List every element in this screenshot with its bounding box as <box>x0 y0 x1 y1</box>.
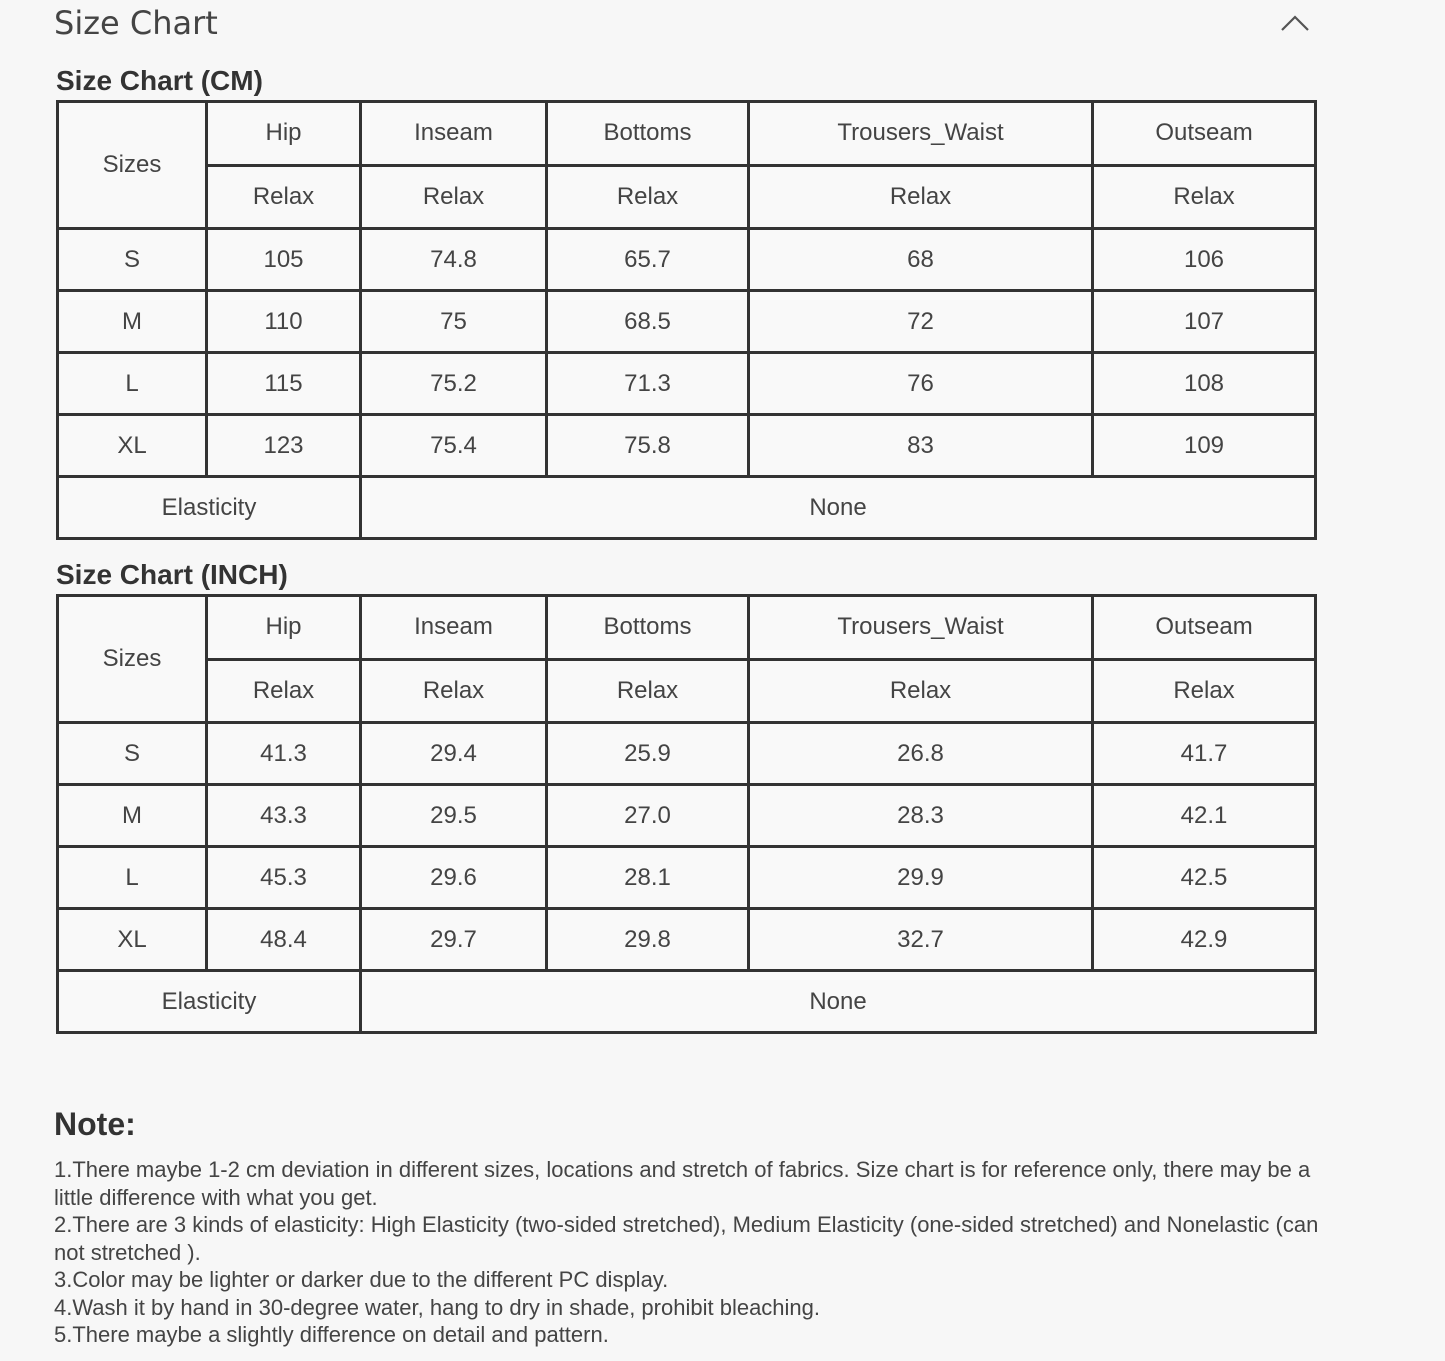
size-cell: M <box>58 785 207 847</box>
value-cell: 75.4 <box>361 415 547 477</box>
subheader-cell: Relax <box>207 165 361 229</box>
value-cell: 42.9 <box>1093 909 1316 971</box>
column-header: Outseam <box>1093 596 1316 660</box>
value-cell: 83 <box>749 415 1093 477</box>
note-item: 2.There are 3 kinds of elasticity: High Elasticity (two-sided stretched), Medium Elasticity (one-sided stretched) and Nonelastic (can not stretched ). <box>54 1212 1319 1265</box>
value-cell: 115 <box>207 353 361 415</box>
note-item: 5.There maybe a slightly difference on detail and pattern. <box>54 1322 609 1347</box>
note-item: 3.Color may be lighter or darker due to the different PC display. <box>54 1267 669 1292</box>
size-chart-header[interactable] <box>54 0 1312 48</box>
table-row <box>58 909 1316 971</box>
subheader-cell: Relax <box>361 659 547 723</box>
elasticity-value: None <box>361 477 1316 539</box>
inch-chart-title: Size Chart (INCH) <box>56 559 288 590</box>
value-cell: 68.5 <box>547 291 749 353</box>
value-cell: 41.3 <box>207 723 361 785</box>
subheader-cell: Relax <box>361 165 547 229</box>
size-cell: L <box>58 353 207 415</box>
value-cell: 29.9 <box>749 847 1093 909</box>
value-cell: 28.1 <box>547 847 749 909</box>
column-header: Bottoms <box>547 596 749 660</box>
value-cell: 105 <box>207 229 361 291</box>
chevron-up-icon <box>1278 8 1312 38</box>
notes-section <box>54 1104 1324 1349</box>
elasticity-label: Elasticity <box>58 971 361 1033</box>
collapse-toggle-button[interactable] <box>1278 8 1312 38</box>
column-header: Outseam <box>1093 102 1316 166</box>
table-header-row <box>58 596 1316 660</box>
value-cell: 42.1 <box>1093 785 1316 847</box>
value-cell: 74.8 <box>361 229 547 291</box>
value-cell: 65.7 <box>547 229 749 291</box>
size-cell: XL <box>58 909 207 971</box>
column-header: Hip <box>207 102 361 166</box>
subheader-cell: Relax <box>547 659 749 723</box>
size-cell: S <box>58 723 207 785</box>
table-subheader-row <box>58 165 1316 229</box>
value-cell: 71.3 <box>547 353 749 415</box>
column-header: Hip <box>207 596 361 660</box>
value-cell: 123 <box>207 415 361 477</box>
value-cell: 108 <box>1093 353 1316 415</box>
value-cell: 109 <box>1093 415 1316 477</box>
value-cell: 75.8 <box>547 415 749 477</box>
size-cell: XL <box>58 415 207 477</box>
value-cell: 29.7 <box>361 909 547 971</box>
elasticity-row <box>58 971 1316 1033</box>
column-header: Inseam <box>361 596 547 660</box>
value-cell: 48.4 <box>207 909 361 971</box>
sizes-header: Sizes <box>58 596 207 723</box>
value-cell: 29.4 <box>361 723 547 785</box>
sizes-header: Sizes <box>58 102 207 229</box>
subheader-cell: Relax <box>749 165 1093 229</box>
column-header: Inseam <box>361 102 547 166</box>
value-cell: 107 <box>1093 291 1316 353</box>
size-cell: S <box>58 229 207 291</box>
value-cell: 25.9 <box>547 723 749 785</box>
value-cell: 106 <box>1093 229 1316 291</box>
subheader-cell: Relax <box>749 659 1093 723</box>
size-chart-cm-table <box>56 100 1317 540</box>
note-item: 1.There maybe 1-2 cm deviation in different sizes, locations and stretch of fabrics. Size chart is for reference only, there may be a little difference with what you get. <box>54 1157 1311 1210</box>
section-title: Size Chart <box>54 4 218 42</box>
table-row <box>58 723 1316 785</box>
value-cell: 42.5 <box>1093 847 1316 909</box>
table-header-row <box>58 102 1316 166</box>
subheader-cell: Relax <box>1093 165 1316 229</box>
value-cell: 110 <box>207 291 361 353</box>
table-row <box>58 415 1316 477</box>
subheader-cell: Relax <box>547 165 749 229</box>
value-cell: 28.3 <box>749 785 1093 847</box>
value-cell: 68 <box>749 229 1093 291</box>
value-cell: 76 <box>749 353 1093 415</box>
value-cell: 29.6 <box>361 847 547 909</box>
elasticity-label: Elasticity <box>58 477 361 539</box>
value-cell: 29.8 <box>547 909 749 971</box>
size-cell: M <box>58 291 207 353</box>
value-cell: 29.5 <box>361 785 547 847</box>
table-row <box>58 229 1316 291</box>
table-row <box>58 785 1316 847</box>
cm-chart-title: Size Chart (CM) <box>56 65 263 96</box>
elasticity-value: None <box>361 971 1316 1033</box>
table-row <box>58 847 1316 909</box>
value-cell: 27.0 <box>547 785 749 847</box>
size-chart-inch-table <box>56 594 1317 1034</box>
value-cell: 41.7 <box>1093 723 1316 785</box>
note-item: 4.Wash it by hand in 30-degree water, hang to dry in shade, prohibit bleaching. <box>54 1294 821 1320</box>
table-row <box>58 291 1316 353</box>
value-cell: 72 <box>749 291 1093 353</box>
notes-title: Note: <box>54 1106 136 1142</box>
table-row <box>58 353 1316 415</box>
column-header: Trousers_Waist <box>749 596 1093 660</box>
value-cell: 75 <box>361 291 547 353</box>
value-cell: 45.3 <box>207 847 361 909</box>
subheader-cell: Relax <box>1093 659 1316 723</box>
value-cell: 32.7 <box>749 909 1093 971</box>
value-cell: 26.8 <box>749 723 1093 785</box>
table-subheader-row <box>58 659 1316 723</box>
size-cell: L <box>58 847 207 909</box>
elasticity-row <box>58 477 1316 539</box>
subheader-cell: Relax <box>207 659 361 723</box>
value-cell: 75.2 <box>361 353 547 415</box>
column-header: Trousers_Waist <box>749 102 1093 166</box>
column-header: Bottoms <box>547 102 749 166</box>
value-cell: 43.3 <box>207 785 361 847</box>
